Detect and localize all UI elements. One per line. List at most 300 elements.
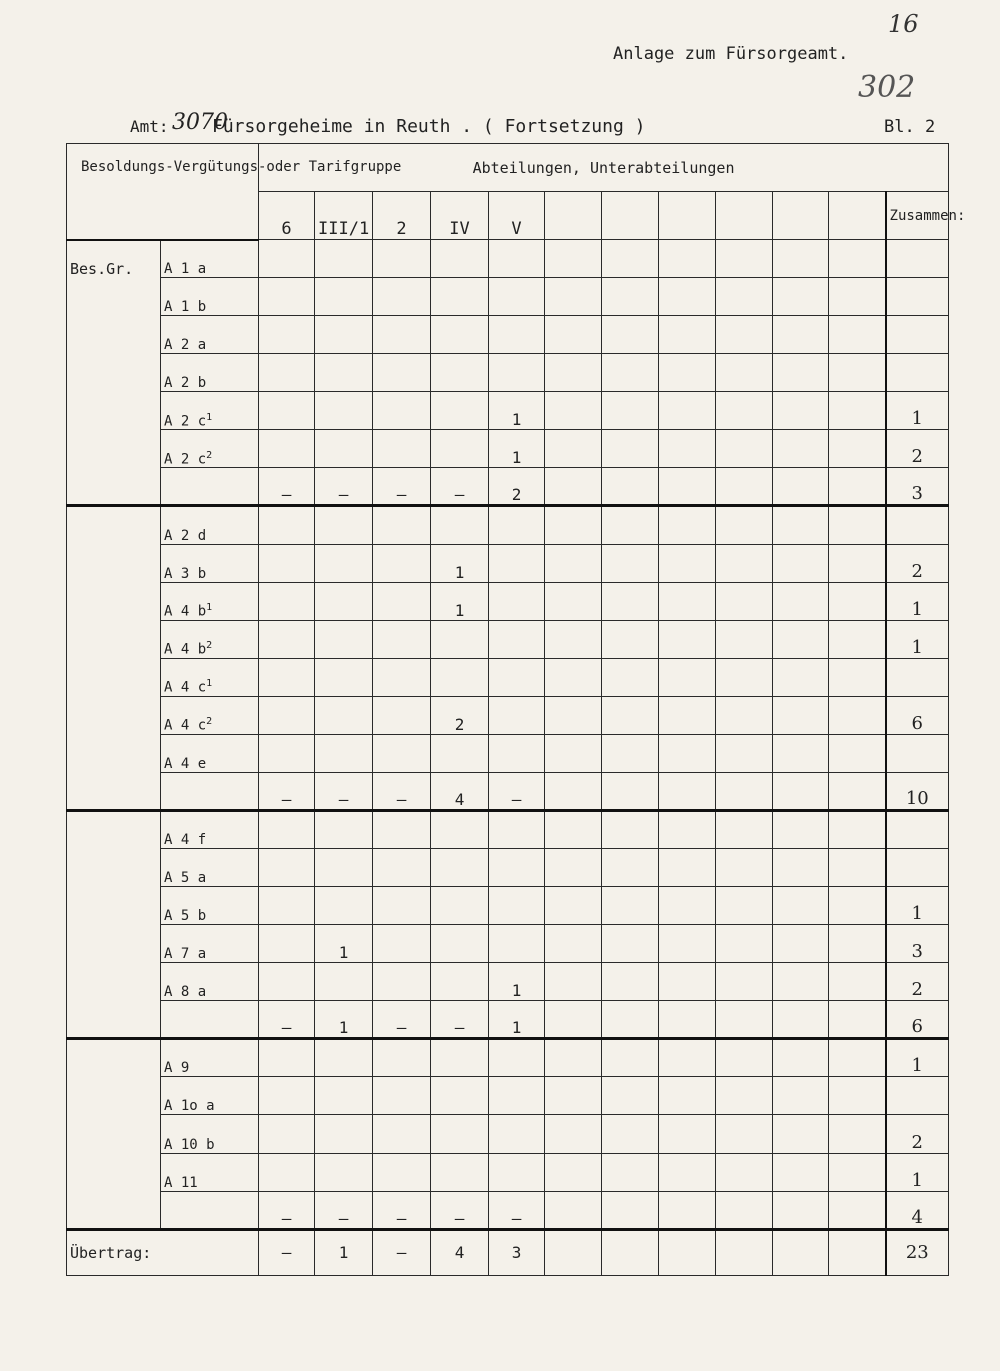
count-cell	[373, 430, 431, 468]
grade-row	[67, 1153, 949, 1191]
dept-column-header: 2	[373, 192, 431, 240]
grade-cell	[161, 772, 259, 810]
count-cell: –	[373, 468, 431, 506]
count-cell	[829, 392, 886, 430]
count-cell	[659, 354, 716, 392]
count-cell	[373, 240, 431, 278]
count-cell	[489, 696, 545, 734]
count-cell	[431, 849, 489, 887]
count-cell	[259, 240, 315, 278]
count-cell	[315, 240, 373, 278]
count-cell	[545, 696, 602, 734]
dept-column-header: V	[489, 192, 545, 240]
count-cell	[716, 240, 773, 278]
count-cell	[259, 316, 315, 354]
count-cell	[259, 696, 315, 734]
grade-cell	[161, 696, 259, 734]
grade-cell	[161, 506, 259, 544]
grade-cell	[161, 278, 259, 316]
count-cell	[545, 1039, 602, 1077]
count-cell	[829, 1077, 886, 1115]
count-cell	[259, 1115, 315, 1153]
count-cell	[545, 963, 602, 1001]
group-header: Besoldungs-Vergütungs-oder Tarifgruppe	[67, 144, 259, 240]
grade-cell	[161, 544, 259, 582]
grade-row	[67, 925, 949, 963]
grade-row	[67, 1039, 949, 1077]
dept-column-header	[659, 192, 716, 240]
dept-column-header	[716, 192, 773, 240]
count-cell	[829, 849, 886, 887]
count-cell	[315, 544, 373, 582]
grade-label: A 8 a	[164, 984, 207, 1001]
total-column-header: Zusammen:	[886, 192, 949, 240]
amt-label: Amt:	[130, 117, 169, 136]
grade-row	[67, 240, 949, 278]
label-spacer	[67, 354, 161, 392]
grade-label: A 4 b	[164, 603, 207, 620]
count-cell	[259, 963, 315, 1001]
row-total-cell: 2	[886, 430, 949, 468]
carry-cell	[773, 1229, 829, 1275]
count-cell	[259, 734, 315, 772]
count-cell	[373, 810, 431, 848]
count-cell: –	[489, 1191, 545, 1229]
count-cell	[373, 696, 431, 734]
subtotal-row	[67, 1191, 949, 1229]
carry-cell	[829, 1229, 886, 1275]
label-spacer	[67, 658, 161, 696]
count-cell	[829, 963, 886, 1001]
grade-label: A 1 a	[164, 261, 207, 278]
personnel-table	[66, 143, 966, 1276]
row-total-cell: 2	[886, 963, 949, 1001]
count-cell	[315, 696, 373, 734]
count-cell	[373, 658, 431, 696]
row-total-cell	[886, 240, 949, 278]
count-cell	[259, 620, 315, 658]
grade-superscript: 1	[206, 411, 213, 423]
count-cell	[259, 658, 315, 696]
amt-number: 3070	[172, 110, 228, 135]
grade-label: A 1 b	[164, 299, 207, 316]
count-cell	[829, 696, 886, 734]
count-cell	[602, 849, 659, 887]
grade-label: A 2 c	[164, 451, 207, 468]
count-cell	[259, 849, 315, 887]
count-cell	[431, 1077, 489, 1115]
row-total-cell: 1	[886, 887, 949, 925]
count-cell	[773, 849, 829, 887]
grade-cell	[161, 354, 259, 392]
count-cell	[431, 392, 489, 430]
count-cell	[602, 620, 659, 658]
dept-column-header	[829, 192, 886, 240]
count-cell	[659, 582, 716, 620]
count-cell	[716, 1039, 773, 1077]
count-cell	[829, 430, 886, 468]
grade-cell	[161, 620, 259, 658]
grade-row	[67, 658, 949, 696]
count-cell	[659, 925, 716, 963]
count-cell	[373, 506, 431, 544]
count-cell	[602, 1077, 659, 1115]
count-cell	[773, 1077, 829, 1115]
count-cell	[431, 887, 489, 925]
count-cell	[431, 734, 489, 772]
count-cell	[773, 240, 829, 278]
count-cell	[716, 1077, 773, 1115]
count-cell	[489, 544, 545, 582]
count-cell: 1	[489, 392, 545, 430]
grade-cell	[161, 1077, 259, 1115]
grade-superscript: 1	[206, 601, 213, 613]
grade-row	[67, 734, 949, 772]
count-cell	[259, 544, 315, 582]
count-cell	[259, 430, 315, 468]
count-cell	[259, 392, 315, 430]
grade-cell	[161, 925, 259, 963]
count-cell	[716, 658, 773, 696]
count-cell: –	[315, 772, 373, 810]
count-cell	[773, 887, 829, 925]
count-cell	[545, 240, 602, 278]
count-cell	[259, 1153, 315, 1191]
carry-cell: –	[259, 1229, 315, 1275]
grade-label: A 9	[164, 1060, 190, 1077]
count-cell	[373, 392, 431, 430]
count-cell	[602, 392, 659, 430]
subtotal-row	[67, 1001, 949, 1039]
row-total-cell: 1	[886, 1039, 949, 1077]
carry-total-cell: 23	[886, 1229, 949, 1275]
count-cell: –	[315, 468, 373, 506]
count-cell	[373, 354, 431, 392]
count-cell: 1	[489, 963, 545, 1001]
grade-cell	[161, 430, 259, 468]
grade-label: A 4 b	[164, 641, 207, 658]
count-cell: –	[259, 1191, 315, 1229]
label-spacer	[67, 430, 161, 468]
grade-row	[67, 544, 949, 582]
count-cell	[659, 658, 716, 696]
row-total-cell: 2	[886, 1115, 949, 1153]
count-cell	[602, 544, 659, 582]
count-cell	[431, 240, 489, 278]
carry-cell: 3	[489, 1229, 545, 1275]
sheet-number: Bl. 2	[884, 117, 936, 137]
label-spacer	[67, 468, 161, 506]
grade-label: A 2 b	[164, 375, 207, 392]
count-cell	[829, 734, 886, 772]
count-cell	[315, 278, 373, 316]
grade-label: A 2 a	[164, 337, 207, 354]
dept-column-header: IV	[431, 192, 489, 240]
row-total-cell	[886, 810, 949, 848]
count-cell	[489, 278, 545, 316]
count-cell	[489, 887, 545, 925]
grade-cell	[161, 240, 259, 278]
count-cell	[829, 278, 886, 316]
row-total-cell: 3	[886, 468, 949, 506]
grade-cell	[161, 1191, 259, 1229]
count-cell	[489, 810, 545, 848]
count-cell	[315, 620, 373, 658]
grade-row	[67, 1077, 949, 1115]
count-cell	[602, 1039, 659, 1077]
count-cell	[431, 925, 489, 963]
label-spacer	[67, 1077, 161, 1115]
row-total-cell	[886, 734, 949, 772]
grade-cell	[161, 658, 259, 696]
count-cell	[716, 1191, 773, 1229]
count-cell	[659, 1153, 716, 1191]
count-cell	[259, 506, 315, 544]
count-cell	[373, 1039, 431, 1077]
row-total-cell	[886, 316, 949, 354]
dept-column-header	[602, 192, 659, 240]
count-cell	[659, 468, 716, 506]
count-cell	[773, 506, 829, 544]
count-cell	[773, 582, 829, 620]
grade-row	[67, 1115, 949, 1153]
count-cell	[315, 316, 373, 354]
count-cell	[773, 1153, 829, 1191]
label-spacer	[67, 392, 161, 430]
count-cell	[489, 582, 545, 620]
count-cell	[773, 734, 829, 772]
dept-column-header	[773, 192, 829, 240]
count-cell	[545, 658, 602, 696]
count-cell	[716, 734, 773, 772]
count-cell	[773, 468, 829, 506]
count-cell: –	[373, 1191, 431, 1229]
count-cell	[602, 1001, 659, 1039]
count-cell	[659, 696, 716, 734]
count-cell	[659, 772, 716, 810]
subtotal-row	[67, 772, 949, 810]
count-cell	[315, 963, 373, 1001]
count-cell	[259, 810, 315, 848]
count-cell	[545, 468, 602, 506]
count-cell	[602, 1153, 659, 1191]
count-cell	[602, 772, 659, 810]
count-cell	[829, 1001, 886, 1039]
count-cell	[315, 1077, 373, 1115]
bes-gr-label: Bes.Gr.	[67, 240, 161, 278]
count-cell	[602, 468, 659, 506]
count-cell: 1	[315, 925, 373, 963]
count-cell	[602, 430, 659, 468]
count-cell	[773, 544, 829, 582]
grade-row	[67, 810, 949, 848]
count-cell: –	[431, 1191, 489, 1229]
grade-label: A 5 a	[164, 870, 207, 887]
count-cell	[489, 620, 545, 658]
dept-column-header	[545, 192, 602, 240]
count-cell	[373, 1077, 431, 1115]
count-cell	[373, 544, 431, 582]
row-total-cell: 1	[886, 392, 949, 430]
count-cell	[659, 316, 716, 354]
count-cell	[315, 506, 373, 544]
label-spacer	[67, 1191, 161, 1229]
row-total-cell: 10	[886, 772, 949, 810]
count-cell	[259, 1077, 315, 1115]
count-cell	[373, 963, 431, 1001]
count-cell	[659, 963, 716, 1001]
count-cell	[659, 734, 716, 772]
count-cell	[659, 1191, 716, 1229]
count-cell	[602, 278, 659, 316]
count-cell	[489, 316, 545, 354]
count-cell	[716, 506, 773, 544]
grade-cell	[161, 849, 259, 887]
count-cell	[716, 392, 773, 430]
label-spacer	[67, 1153, 161, 1191]
count-cell	[431, 430, 489, 468]
grade-row	[67, 316, 949, 354]
count-cell: –	[431, 468, 489, 506]
row-total-cell	[886, 506, 949, 544]
count-cell	[545, 1077, 602, 1115]
row-total-cell	[886, 849, 949, 887]
label-spacer	[67, 1039, 161, 1077]
grade-cell	[161, 392, 259, 430]
row-total-cell: 2	[886, 544, 949, 582]
count-cell	[489, 1077, 545, 1115]
carry-label: Übertrag:	[67, 1229, 259, 1275]
count-cell	[829, 1115, 886, 1153]
carry-cell	[545, 1229, 602, 1275]
count-cell	[489, 1115, 545, 1153]
count-cell: –	[489, 772, 545, 810]
label-spacer	[67, 734, 161, 772]
count-cell	[602, 925, 659, 963]
count-cell	[659, 887, 716, 925]
grade-label: A 5 b	[164, 908, 207, 925]
count-cell	[716, 810, 773, 848]
grade-row	[67, 582, 949, 620]
carry-cell: 4	[431, 1229, 489, 1275]
count-cell	[373, 1153, 431, 1191]
count-cell	[315, 887, 373, 925]
count-cell	[829, 887, 886, 925]
count-cell	[431, 810, 489, 848]
count-cell	[659, 1039, 716, 1077]
count-cell	[602, 1115, 659, 1153]
count-cell	[829, 658, 886, 696]
grade-superscript: 2	[206, 716, 213, 728]
count-cell	[545, 392, 602, 430]
count-cell	[315, 1153, 373, 1191]
count-cell	[773, 696, 829, 734]
count-cell	[545, 620, 602, 658]
count-cell	[545, 1001, 602, 1039]
count-cell	[489, 925, 545, 963]
label-spacer	[67, 849, 161, 887]
count-cell	[829, 354, 886, 392]
label-spacer	[67, 810, 161, 848]
label-spacer	[67, 544, 161, 582]
count-cell	[602, 354, 659, 392]
count-cell	[489, 354, 545, 392]
dept-column-header: III/1	[315, 192, 373, 240]
count-cell	[829, 316, 886, 354]
count-cell	[373, 925, 431, 963]
label-spacer	[67, 278, 161, 316]
count-cell	[829, 506, 886, 544]
count-cell	[659, 392, 716, 430]
grade-superscript: 2	[206, 640, 213, 652]
grade-cell	[161, 1153, 259, 1191]
count-cell	[545, 582, 602, 620]
count-cell: –	[259, 772, 315, 810]
amt-title: Fürsorgeheime in Reuth . ( Fortsetzung )	[212, 116, 646, 137]
grade-row	[67, 430, 949, 468]
count-cell	[373, 849, 431, 887]
count-cell	[545, 810, 602, 848]
count-cell	[716, 772, 773, 810]
count-cell	[659, 1077, 716, 1115]
count-cell	[602, 506, 659, 544]
count-cell	[545, 506, 602, 544]
count-cell	[716, 887, 773, 925]
page-number: 16	[888, 10, 919, 38]
count-cell	[659, 810, 716, 848]
count-cell	[545, 316, 602, 354]
grade-cell	[161, 1001, 259, 1039]
count-cell	[716, 696, 773, 734]
count-cell	[716, 468, 773, 506]
label-spacer	[67, 696, 161, 734]
count-cell	[716, 1153, 773, 1191]
anlage-heading: Anlage zum Fürsorgeamt.	[613, 44, 849, 64]
row-total-cell	[886, 354, 949, 392]
count-cell	[829, 620, 886, 658]
count-cell	[716, 963, 773, 1001]
carry-cell	[659, 1229, 716, 1275]
carry-row	[67, 1229, 949, 1275]
count-cell: –	[373, 1001, 431, 1039]
count-cell	[373, 620, 431, 658]
count-cell	[431, 1039, 489, 1077]
count-cell: –	[315, 1191, 373, 1229]
label-spacer	[67, 1001, 161, 1039]
count-cell	[716, 430, 773, 468]
count-cell	[602, 1191, 659, 1229]
row-total-cell	[886, 278, 949, 316]
grade-cell	[161, 1039, 259, 1077]
label-spacer	[67, 582, 161, 620]
count-cell	[431, 506, 489, 544]
count-cell	[829, 925, 886, 963]
count-cell	[545, 772, 602, 810]
label-spacer	[67, 316, 161, 354]
count-cell	[829, 468, 886, 506]
grade-row	[67, 963, 949, 1001]
label-spacer	[67, 887, 161, 925]
count-cell	[829, 1153, 886, 1191]
count-cell	[602, 240, 659, 278]
count-cell	[716, 278, 773, 316]
count-cell	[373, 1115, 431, 1153]
count-cell	[315, 658, 373, 696]
count-cell	[545, 1115, 602, 1153]
count-cell: –	[259, 1001, 315, 1039]
count-cell	[373, 734, 431, 772]
count-cell: 1	[431, 544, 489, 582]
